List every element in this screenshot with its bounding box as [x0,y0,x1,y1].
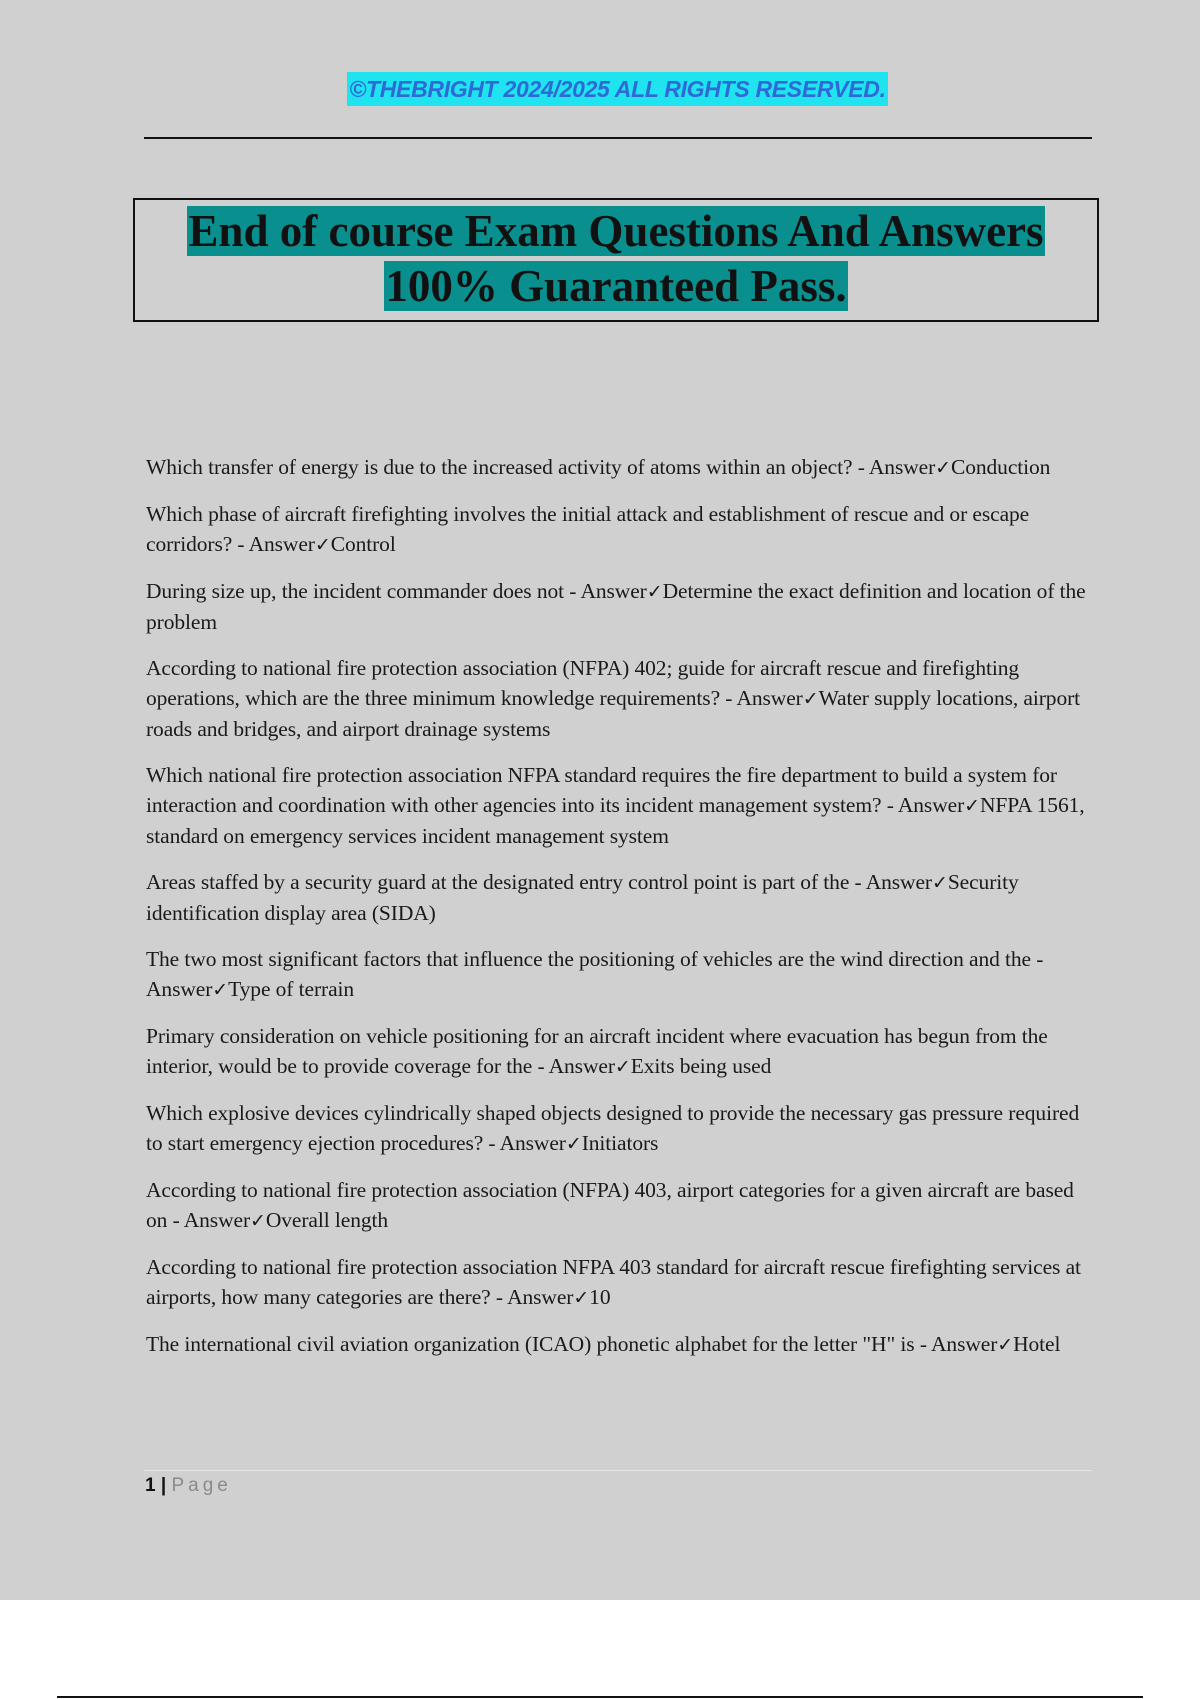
qa-item [146,1021,1092,1082]
title-line-1: End of course Exam Questions And Answers [188,206,1044,256]
question-text: Which explosive devices cylindrically shaped objects designed to provide the necessary gas pressure required to start emergency ejection procedures? - [146,1101,1080,1155]
qa-item [146,653,1092,744]
checkmark-icon: ✓ [250,1210,266,1232]
qa-list [146,452,1092,1376]
page-number: 1 [145,1475,156,1496]
answer-marker: Answer [868,455,936,479]
question-text: The two most significant factors that influence the positioning of vehicles are the wind direction and the - [146,947,1044,971]
checkmark-icon: ✓ [573,1287,590,1309]
answer-text: Hotel [1013,1332,1061,1356]
checkmark-icon: ✓ [802,688,819,710]
answer-marker: Answer [865,870,932,894]
answer-marker: Answer [499,1131,566,1155]
question-text: According to national fire protection association (NFPA) 403, airport categories for a given aircraft are based on - [146,1178,1074,1232]
checkmark-icon: ✓ [964,795,980,817]
checkmark-icon: ✓ [212,979,229,1001]
answer-text: Initiators [581,1131,659,1155]
footer-divider [144,1470,1092,1471]
answer-marker: Answer [507,1285,574,1309]
qa-item [146,760,1092,851]
question-text: Which phase of aircraft firefighting involves the initial attack and establishment of rescue and or escape corridors? - [146,502,1030,556]
question-text: During size up, the incident commander does not - [146,579,577,603]
answer-text: Security identification display area (SIDA) [146,870,1019,925]
answer-marker: Answer [548,1054,615,1078]
header [0,72,1200,106]
answer-marker: Answer [897,793,965,817]
question-text: According to national fire protection association NFPA 403 standard for aircraft rescue firefighting services at airports, how many categories are there? - [146,1255,1081,1309]
checkmark-icon: ✓ [931,872,948,894]
answer-text: Type of terrain [228,977,355,1001]
qa-item [146,1329,1092,1360]
answer-marker: Answer [183,1208,251,1232]
qa-item [146,1098,1092,1159]
checkmark-icon: ✓ [646,581,663,603]
page-separator: | [160,1475,167,1496]
answer-marker: Answer [736,686,803,710]
answer-text: Conduction [950,455,1051,479]
answer-marker: Answer [931,1332,998,1356]
copyright-banner: ©THEBRIGHT 2024/2025 ALL RIGHTS RESERVED. [347,72,887,106]
answer-text: 10 [589,1285,611,1309]
checkmark-icon: ✓ [997,1334,1014,1356]
title-line-2: 100% Guaranteed Pass. [385,261,847,311]
qa-item [146,452,1092,483]
question-text: Which national fire protection association NFPA standard requires the fire department to build a system for interaction and coordination with other agencies into its incident management system? - [146,763,1057,817]
qa-item [146,576,1092,637]
answer-text: Control [330,532,396,556]
answer-text: Water supply locations, airport roads and bridges, and airport drainage systems [146,686,1081,741]
next-page-header-divider [57,1696,1143,1698]
title-box [133,198,1099,322]
qa-item [146,867,1092,928]
answer-text: Overall length [265,1208,389,1232]
checkmark-icon: ✓ [935,457,951,479]
question-text: Primary consideration on vehicle positioning for an aircraft incident where evacuation has begun from the interior, would be to provide coverage for the - [146,1024,1048,1078]
checkmark-icon: ✓ [314,534,331,556]
answer-text: Exits being used [630,1054,772,1078]
page-label: Page [171,1475,232,1496]
checkmark-icon: ✓ [565,1133,582,1155]
answer-marker: Answer [580,579,647,603]
question-text: Which transfer of energy is due to the increased activity of atoms within an object? - [146,455,865,479]
question-text: The international civil aviation organization (ICAO) phonetic alphabet for the letter "H" is - [146,1332,927,1356]
qa-item [146,1175,1092,1236]
question-text: According to national fire protection association (NFPA) 402; guide for aircraft rescue and firefighting operations, which are the three minimum knowledge requirements? - [146,656,1020,710]
page-footer [145,1473,232,1499]
qa-item [146,1252,1092,1313]
answer-text: Determine the exact definition and location of the problem [146,579,1086,634]
answer-text: NFPA 1561, standard on emergency services incident management system [146,793,1085,848]
qa-item [146,944,1092,1005]
answer-marker: Answer [248,532,315,556]
qa-item [146,499,1092,560]
question-text: Areas staffed by a security guard at the designated entry control point is part of the - [146,870,862,894]
header-divider [144,137,1092,139]
answer-marker: Answer [146,977,213,1001]
checkmark-icon: ✓ [614,1056,631,1078]
